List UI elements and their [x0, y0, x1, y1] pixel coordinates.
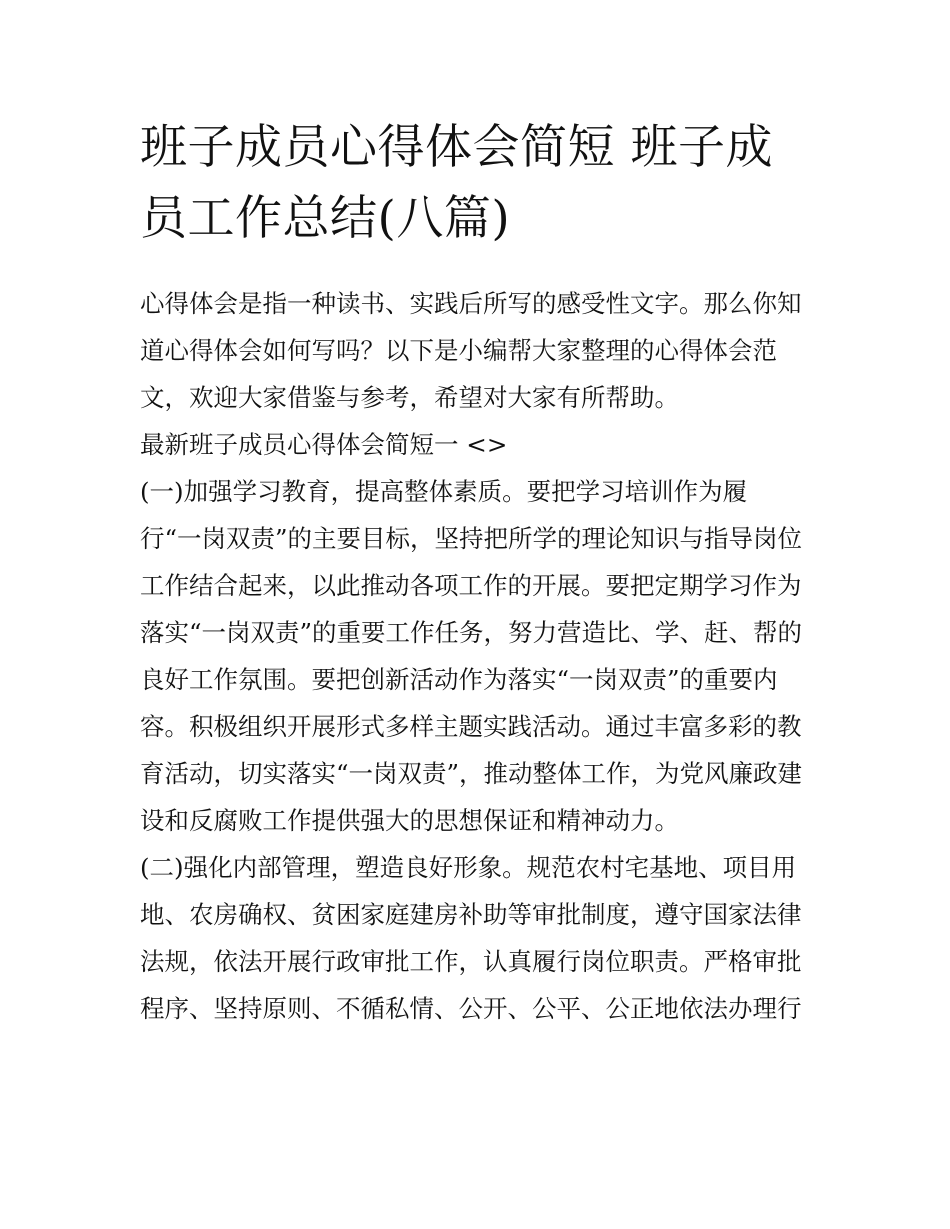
paragraph-line: 设和反腐败工作提供强大的思想保证和精神动力。 — [140, 806, 679, 835]
document-title — [140, 112, 820, 254]
section-heading: 最新班子成员心得体会简短一 <> — [140, 430, 508, 459]
intro-line: 文，欢迎大家借鉴与参考，希望对大家有所帮助。 — [140, 383, 679, 412]
title-line: 员工作总结(八篇) — [140, 191, 511, 246]
document-body — [140, 280, 820, 1032]
paragraph-line: 法规，依法开展行政审批工作，认真履行岗位职责。严格审批 — [140, 947, 802, 976]
paragraph-line: 行“一岗双责”的主要目标，坚持把所学的理论知识与指导岗位 — [140, 524, 803, 553]
intro-line: 道心得体会如何写吗？以下是小编帮大家整理的心得体会范 — [140, 336, 777, 365]
paragraph-line: 容。积极组织开展形式多样主题实践活动。通过丰富多彩的教 — [140, 712, 802, 741]
paragraph-line: 育活动，切实落实“一岗双责”，推动整体工作，为党风廉政建 — [140, 759, 803, 788]
intro-line: 心得体会是指一种读书、实践后所写的感受性文字。那么你知 — [140, 289, 802, 318]
paragraph-line: (一)加强学习教育，提高整体素质。要把学习培训作为履 — [140, 477, 748, 506]
paragraph-line: 落实“一岗双责”的重要工作任务，努力营造比、学、赶、帮的 — [140, 618, 803, 647]
title-line: 班子成员心得体会简短 班子成 — [140, 120, 773, 175]
paragraph-line: 地、农房确权、贫困家庭建房补助等审批制度，遵守国家法律 — [140, 900, 802, 929]
paragraph-line: 工作结合起来，以此推动各项工作的开展。要把定期学习作为 — [140, 571, 802, 600]
paragraph-line: 程序、坚持原则、不循私情、公开、公平、公正地依法办理行 — [140, 994, 802, 1023]
paragraph-line: (二)强化内部管理，塑造良好形象。规范农村宅基地、项目用 — [140, 853, 797, 882]
paragraph-line: 良好工作氛围。要把创新活动作为落实“一岗双责”的重要内 — [140, 665, 778, 694]
